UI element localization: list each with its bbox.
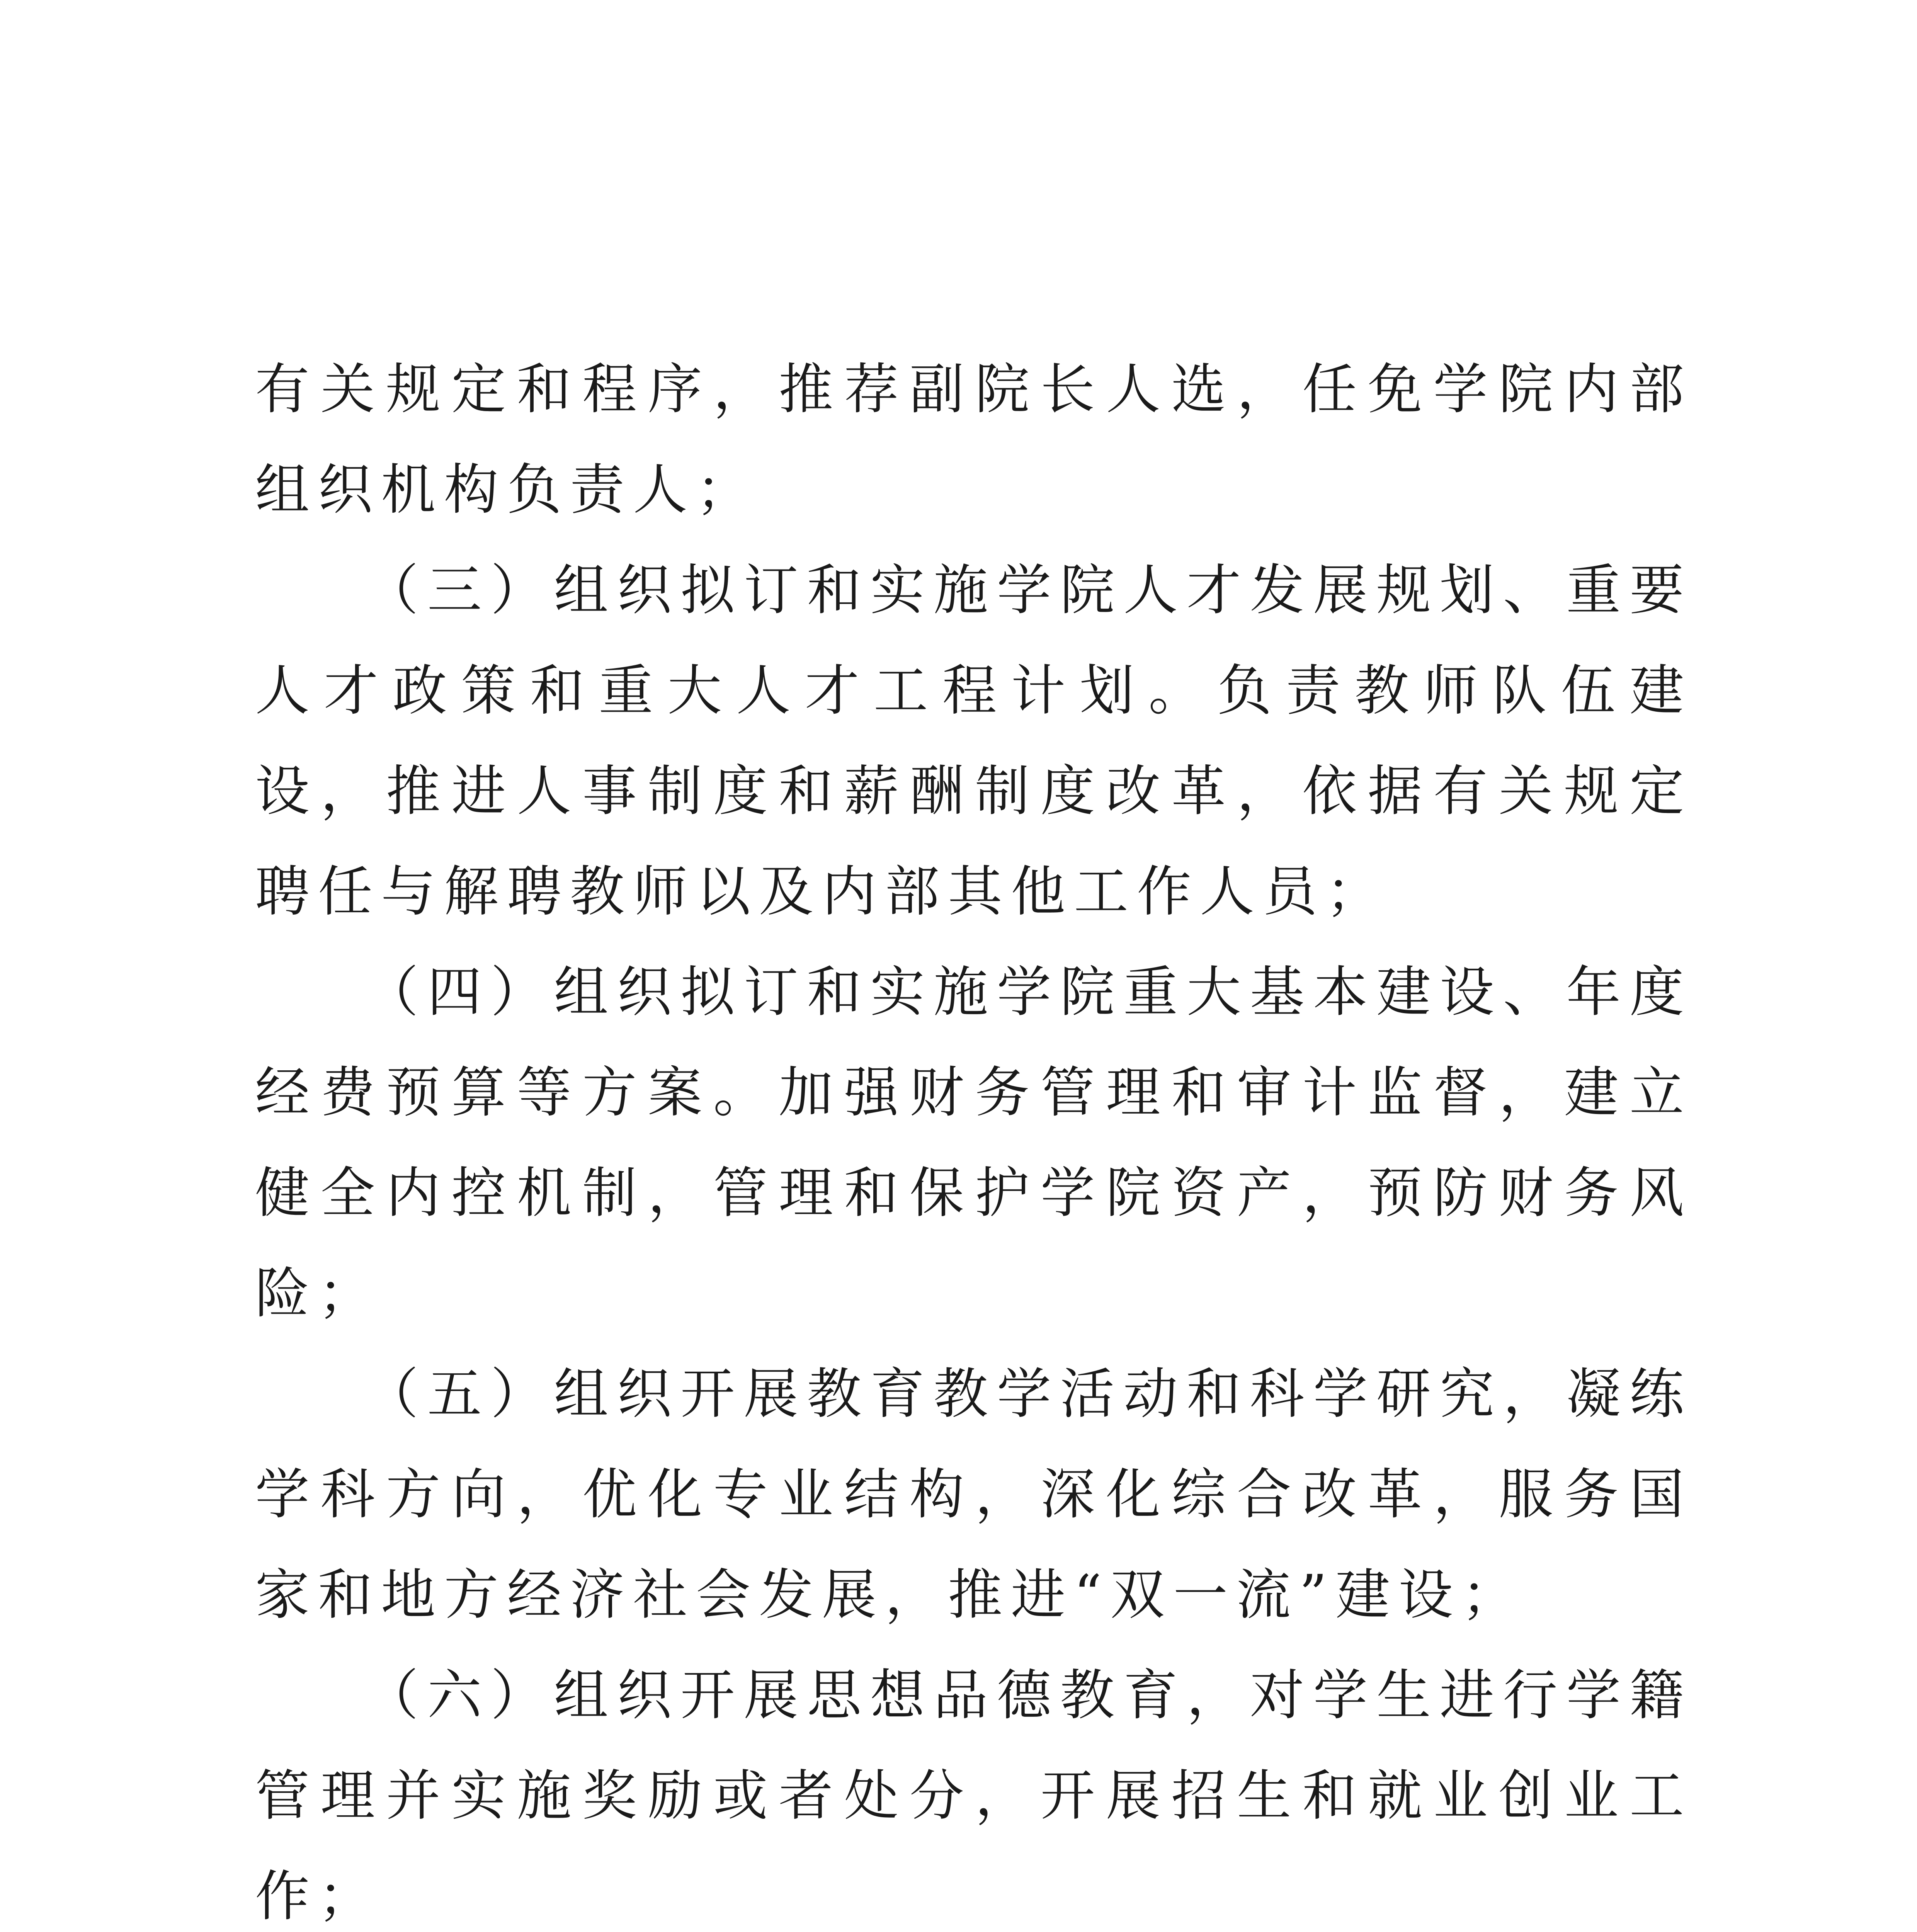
paragraph-item-6: （六）组织开展思想品德教育，对学生进行学籍管理并实施奖励或者处分，开展招生和就业创业工作； [255,1664,1692,1928]
paragraph-item-5: （五）组织开展教育教学活动和科学研究，凝练学科方向，优化专业结构，深化综合改革，服务国家和地方经济社会发展，推进“双一流”建设； [255,1362,1692,1627]
paragraph-continuation: 有关规定和程序，推荐副院长人选，任免学院内部组织机构负责人； [255,358,1692,522]
paragraph-item-3: （三）组织拟订和实施学院人才发展规划、重要人才政策和重大人才工程计划。负责教师队伍建设，推进人事制度和薪酬制度改革，依据有关规定聘任与解聘教师以及内部其他工作人员； [255,559,1692,923]
paragraph-item-4: （四）组织拟订和实施学院重大基本建设、年度经费预算等方案。加强财务管理和审计监督，建立健全内控机制，管理和保护学院资产，预防财务风险； [255,961,1692,1325]
document-body [255,339,1692,1932]
